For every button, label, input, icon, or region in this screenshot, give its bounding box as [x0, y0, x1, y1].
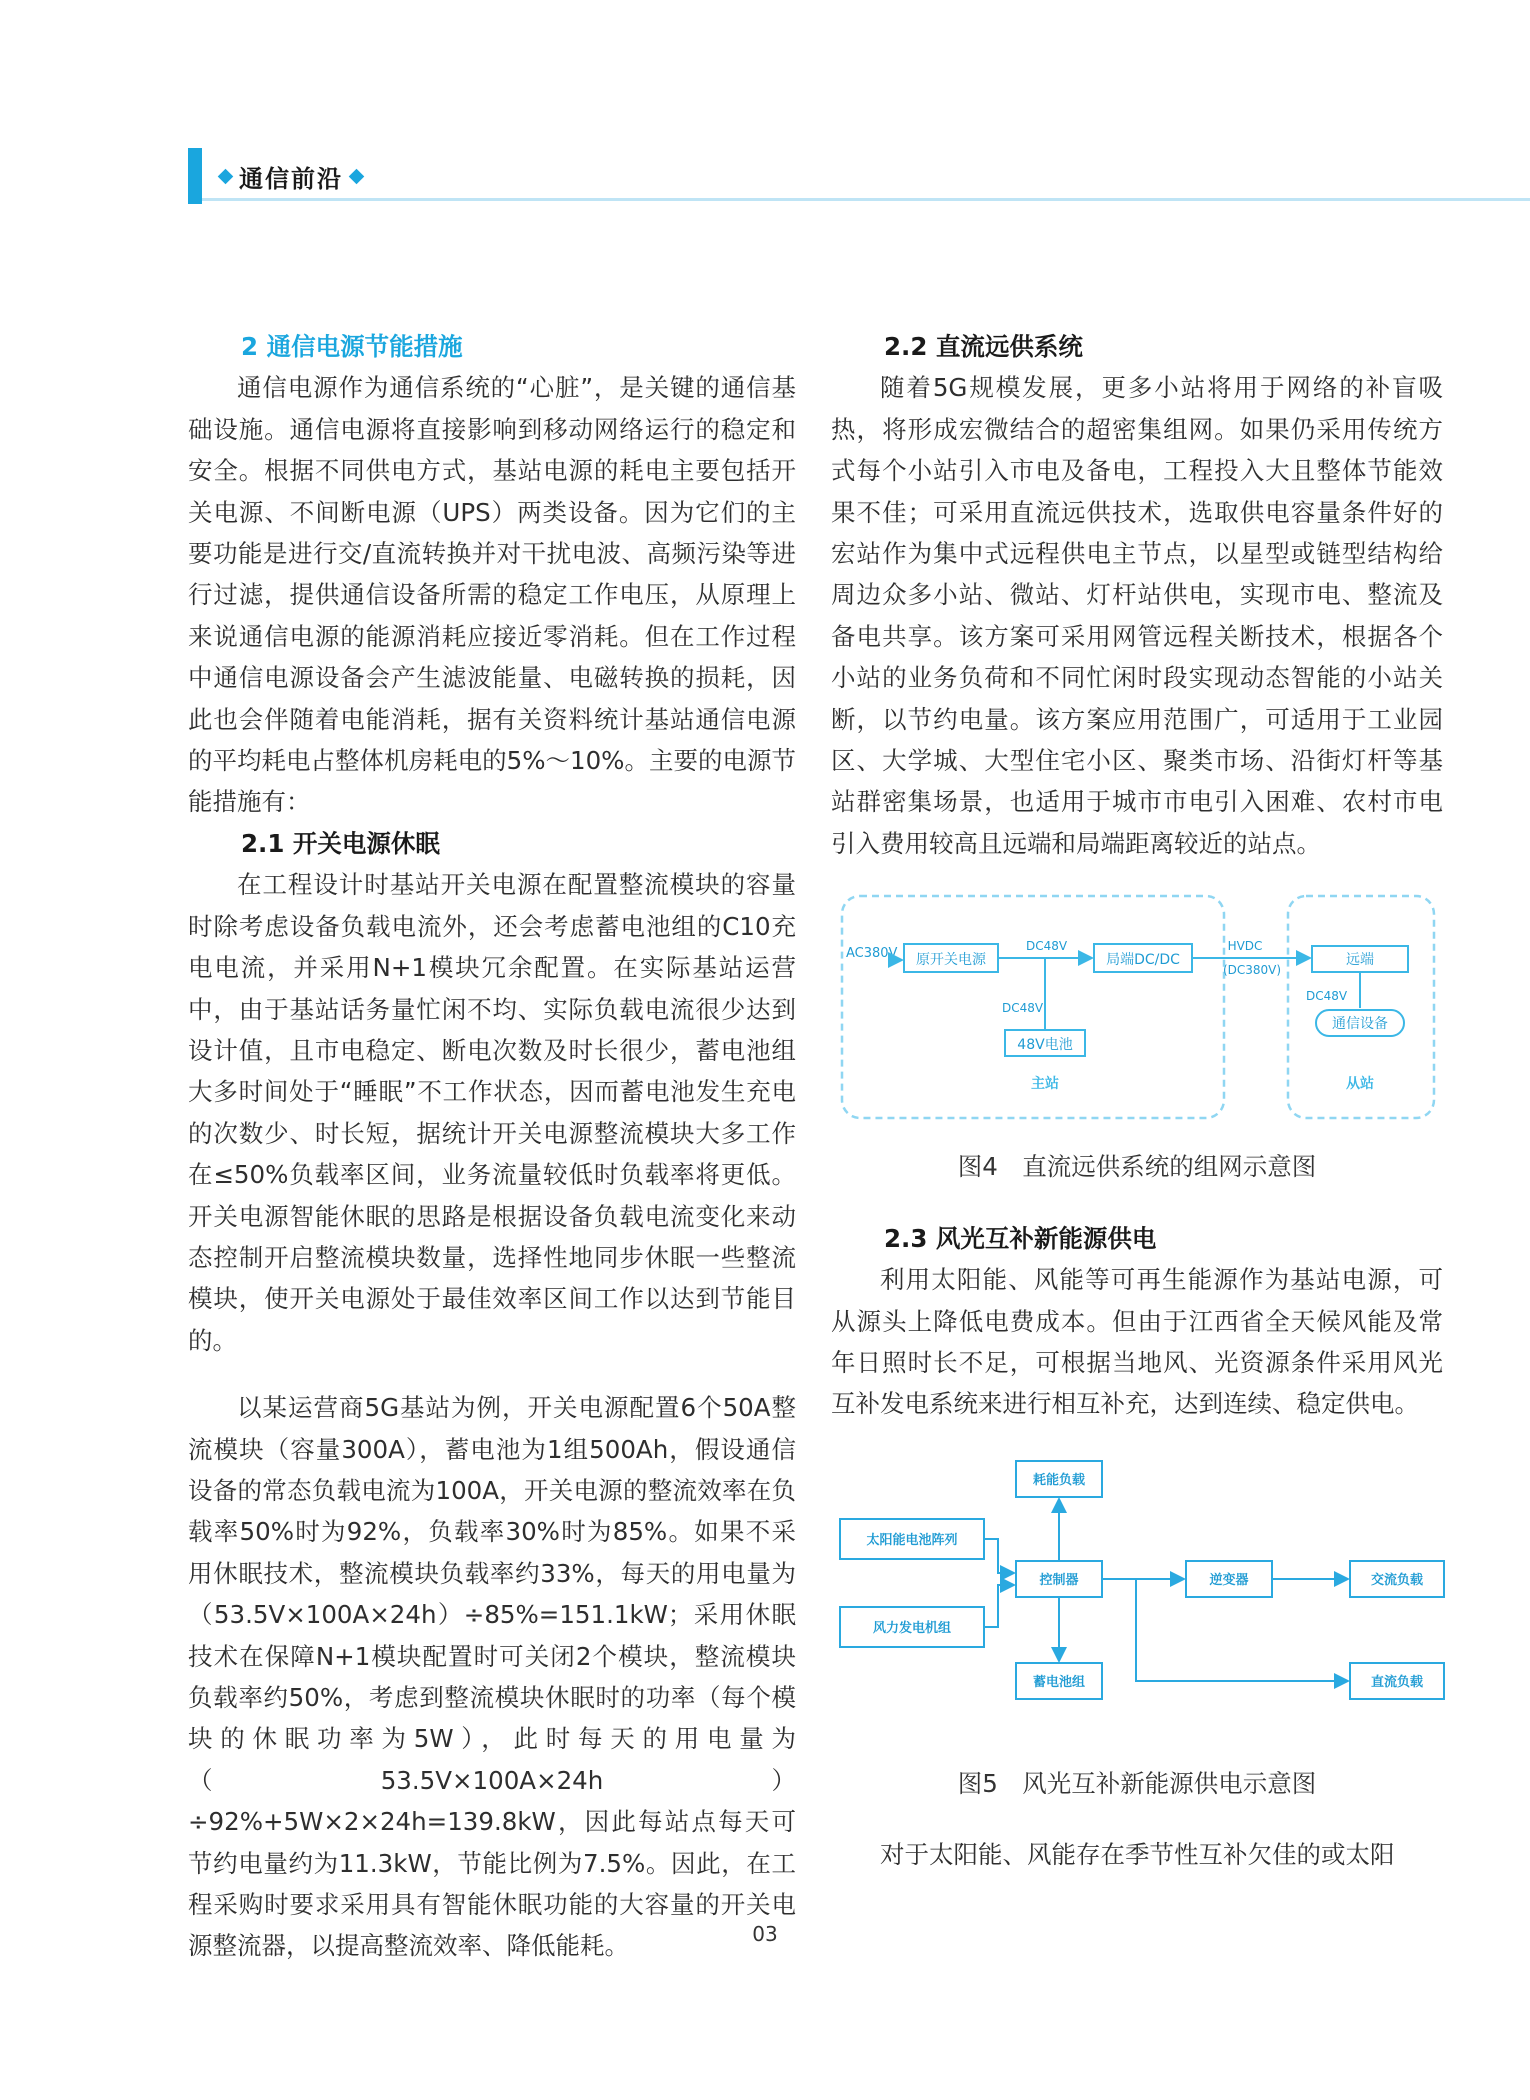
- section-title: 通信前沿: [239, 164, 343, 193]
- ac-load-label: 交流负载: [1370, 1572, 1424, 1588]
- paragraph: 在工程设计时基站开关电源在配置整流模块的容量时除考虑设备负载电流外，还会考虑蓄电池组的C10充电电流，并采用N+1模块冗余配置。在实际基站运营中，由于基站话务量忙闲不均、实际负载电流很少达到设计值，且市电稳定、断电次数及时长很少，蓄电池组大多时间处于“睡眠”不工作状态，因而蓄电池发生充电的次数少、时长短，据统计开关电源整流模块大多工作在≤50%负载率区间，业务流量较低时负载率将更低。开关电源智能休眠的思路是根据设备负载电流变化来动态控制开启整流模块数量，选择性地同步休眠一些整流模块，使开关电源处于最佳效率区间工作以达到节能目的。: [188, 870, 796, 1355]
- solar-label: 太阳能电池阵列: [866, 1532, 958, 1548]
- figure-4-caption: 图4 直流远供系统的组网示意图: [957, 1152, 1317, 1182]
- header-rule: [202, 198, 1530, 201]
- dc380v-label: (DC380V): [1222, 963, 1282, 978]
- paragraph: 通信电源作为通信系统的“心脏”，是关键的通信基础设施。通信电源将直接影响到移动网络运行的稳定和安全。根据不同供电方式，基站电源的耗电主要包括开关电源、不间断电源（UPS）两类设备。因为它们的主要功能是进行交/直流转换并对干扰电波、高频污染等进行过滤，提供通信设备所需的稳定工作电压，从原理上来说通信电源的能源消耗应接近零消耗。但在工作过程中通信电源设备会产生滤波能量、电磁转换的损耗，因此也会伴随着电能消耗，据有关资料统计基站通信电源的平均耗电占整体机房耗电的5%～10%。主要的电源节能措施有：: [188, 373, 796, 817]
- heading-2: 2 通信电源节能措施: [241, 332, 463, 361]
- heading-2-2: 2.2 直流远供系统: [884, 332, 1083, 361]
- section-header: [220, 158, 362, 194]
- left-column: [188, 326, 796, 1967]
- comm-device-label: 通信设备: [1332, 1016, 1388, 1033]
- inverter-label: 逆变器: [1209, 1572, 1249, 1588]
- main-station-label: 主站: [1031, 1076, 1059, 1093]
- battery-label: 48V电池: [1017, 1037, 1073, 1054]
- header-accent-bar: [188, 148, 202, 204]
- consume-load-label: 耗能负载: [1032, 1472, 1086, 1488]
- figure-4-diagram: [840, 894, 1448, 1134]
- dc48v-top-label: DC48V: [1026, 939, 1068, 954]
- page-number: 03: [752, 1922, 778, 1946]
- dc48v-left-label: DC48V: [1002, 1001, 1044, 1016]
- right-column: [831, 326, 1443, 1876]
- figure-5-diagram: [838, 1451, 1450, 1751]
- paragraph: 对于太阳能、风能存在季节性互补欠佳的或太阳: [880, 1840, 1395, 1870]
- diamond-icon: [218, 168, 234, 184]
- wind-label: 风力发电机组: [872, 1620, 952, 1636]
- sub-station-label: 从站: [1346, 1076, 1374, 1093]
- paragraph: 以某运营商5G基站为例，开关电源配置6个50A整流模块（容量300A），蓄电池为1组500Ah，假设通信设备的常态负载电流为100A，开关电源的整流效率在负载率50%时为92%，负载率30%时为85%。如果不采用休眠技术，整流模块负载率约33%，每天的用电量为（53.5V×100A×24h）÷85%=151.1kW；采用休眠技术在保障N+1模块配置时可关闭2个模块，整流模块负载率约50%，考虑到整流模块休眠时的功率（每个模块的休眠功率为5W），此时每天的用电量为（53.5V×100A×24h）÷92%+5W×2×24h=139.8kW，因此每站点每天可节约电量约为11.3kW，节能比例为7.5%。因此，在工程采购时要求采用具有智能休眠功能的大容量的开关电源整流器，以提高整流效率、降低能耗。: [188, 1393, 796, 1961]
- remote-label: 远端: [1346, 952, 1374, 969]
- heading-2-1: 2.1 开关电源休眠: [241, 828, 440, 858]
- dcdc-label: 局端DC/DC: [1106, 952, 1180, 969]
- ac380v-label: AC380V: [846, 946, 898, 962]
- heading-2-3: 2.3 风光互补新能源供电: [884, 1223, 1157, 1253]
- paragraph: 随着5G规模发展，更多小站将用于网络的补盲吸热，将形成宏微结合的超密集组网。如果仍采用传统方式每个小站引入市电及备电，工程投入大且整体节能效果不佳；可采用直流远供技术，选取供电容量条件好的宏站作为集中式远程供电主节点，以星型或链型结构给周边众多小站、微站、灯杆站供电，实现市电、整流及备电共享。该方案可采用网管远程关断技术，根据各个小站的业务负荷和不同忙闲时段实现动态智能的小站关断，以节约电量。该方案应用范围广，可适用于工业园区、大学城、大型住宅小区、聚类市场、沿街灯杆等基站群密集场景，也适用于城市市电引入困难、农村市电引入费用较高且远端和局端距离较近的站点。: [831, 373, 1443, 858]
- switch-psu-label: 原开关电源: [916, 952, 986, 969]
- hvdc-label: HVDC: [1227, 939, 1263, 954]
- controller-label: 控制器: [1039, 1572, 1079, 1588]
- figure-5-caption: 图5 风光互补新能源供电示意图: [957, 1768, 1317, 1798]
- battery-group-label: 蓄电池组: [1032, 1674, 1086, 1690]
- paragraph: 利用太阳能、风能等可再生能源作为基站电源，可从源头上降低电费成本。但由于江西省全天候风能及常年日照时长不足，可根据当地风、光资源条件采用风光互补发电系统来进行相互补充，达到连续、稳定供电。: [831, 1265, 1443, 1419]
- dc48v-right-label: DC48V: [1306, 989, 1348, 1004]
- diamond-icon: [349, 168, 365, 184]
- dc-load-label: 直流负载: [1370, 1674, 1424, 1690]
